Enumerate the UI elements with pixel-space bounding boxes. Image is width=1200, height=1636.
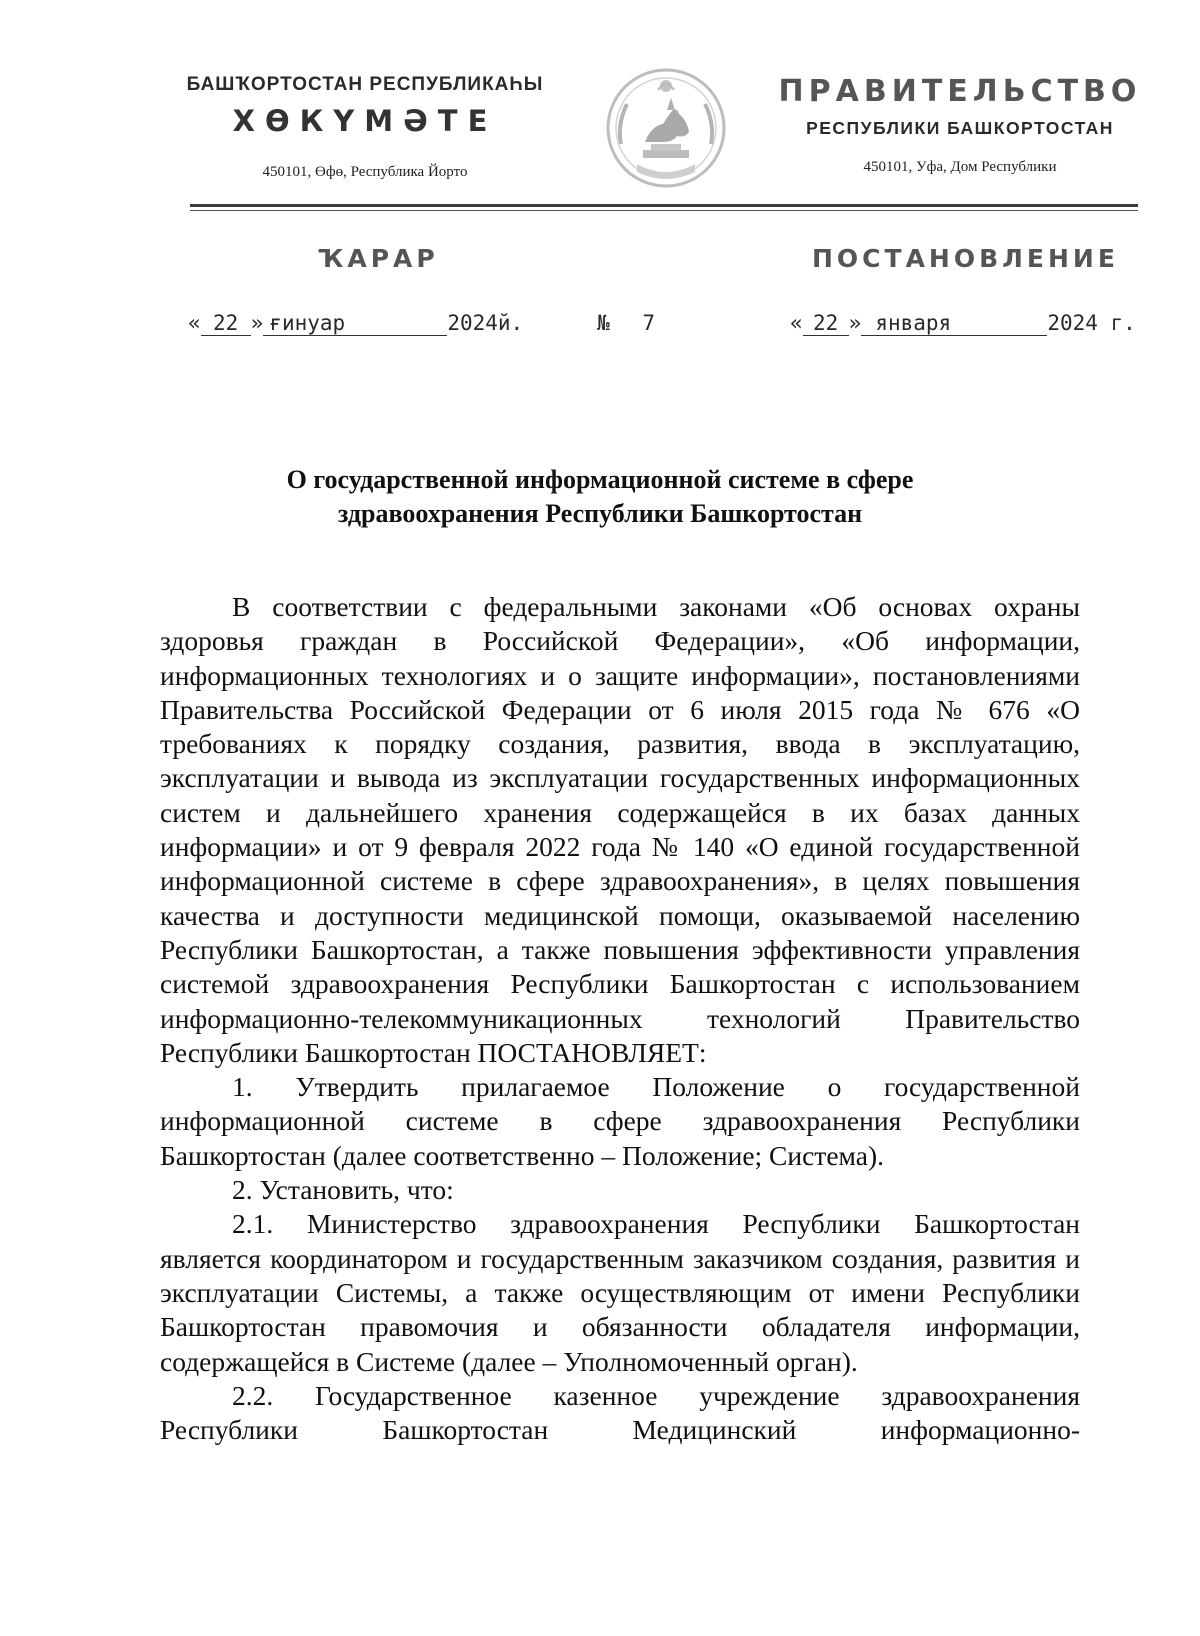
date-bashkir-day: 22: [201, 311, 251, 336]
date-russian-day: 22: [803, 311, 849, 336]
date-russian: [790, 311, 1136, 336]
date-bashkir: [188, 311, 523, 336]
document-body: [160, 590, 1080, 1447]
doc-number-value: 7: [642, 311, 655, 335]
paragraph-item-1: 1. Утвердить прилагаемое Положение о государственной информационной системе в сфере здравоохранения Республики Башкортостан (далее соответственно – Положение; Система).: [160, 1071, 1080, 1171]
header-russian: [770, 74, 1150, 176]
header-bashkir: [150, 74, 580, 181]
date-bashkir-open-quote: «: [188, 311, 201, 335]
header-rule-thin: [190, 210, 1138, 211]
paragraph-item-2-2: 2.2. Государственное казенное учреждение здравоохранения Республики Башкортостан Медицинский информационно-: [160, 1379, 1080, 1446]
paragraph-item-2: 2. Установить, что:: [232, 1174, 454, 1206]
date-russian-close-quote: »: [848, 311, 862, 335]
date-bashkir-month: ғинуар: [263, 311, 447, 336]
paragraph-item-2-1: 2.1. Министерство здравоохранения Республики Башкортостан является координатором и государственным заказчиком создания, развития и эксплуатации Системы, а также осуществляющим от имени Республики Башкортостан правомочия и обязанности обладателя информации, содержащейся в Системе (далее – Уполномоченный орган).: [160, 1208, 1080, 1377]
header-russian-address: 450101, Уфа, Дом Республики: [863, 159, 1057, 175]
date-russian-open-quote: «: [790, 311, 803, 335]
date-bashkir-year: 2024й.: [447, 311, 524, 335]
bashkortostan-coat-of-arms-icon: [603, 64, 729, 192]
header-bashkir-address: 450101, Өфө, Республика Йорто: [262, 164, 468, 180]
header-rule-thick: [190, 204, 1138, 207]
doc-number: [597, 311, 655, 335]
header-bashkir-republic: БАШҠОРТОСТАН РЕСПУБЛИКАҺЫ: [186, 74, 544, 95]
document-title-line-1: О государственной информационной системе в сфере: [286, 465, 914, 494]
paragraph-preamble: В соответствии с федеральными законами «Об основах охраны здоровья граждан в Российской Федерации», «Об информации, информационных технологиях и о защите информации», постановлениями Правительства Российской Федерации от 6 июля 2015 года № 676 «О требованиях к порядку создания, развития, ввода в эксплуатацию, эксплуатации и вывода из эксплуатации государственных информационных систем и дальнейшего хранения содержащейся в их базах данных информации» и от 9 февраля 2022 года № 140 «О единой государственной информационной системе в сфере здравоохранения», в целях повышения качества и доступности медицинской помощи, оказываемой населению Республики Башкортостан, а также повышения эффективности управления системой здравоохранения Республики Башкортостан с использованием информационно-телекоммуникационных технологий Правительство Республики Башкортостан ПОСТАНОВЛЯЕТ:: [160, 591, 1080, 1068]
date-russian-year: 2024 г.: [1047, 311, 1136, 335]
document-title: [190, 463, 1010, 531]
doc-type-bashkir: ҠАРАР: [318, 244, 439, 273]
header-bashkir-government: ХӨКҮМӘТЕ: [232, 104, 498, 138]
date-russian-month: января: [861, 311, 1047, 336]
header-russian-government: ПРАВИТЕЛЬСТВО: [778, 74, 1142, 109]
document-title-line-2: здравоохранения Республики Башкортостан: [337, 499, 863, 528]
date-bashkir-close-quote: »: [250, 311, 264, 335]
doc-type-russian: ПОСТАНОВЛЕНИЕ: [812, 244, 1119, 273]
header-russian-republic: РЕСПУБЛИКИ БАШКОРТОСТАН: [806, 118, 1114, 138]
doc-number-sign: №: [597, 311, 610, 335]
